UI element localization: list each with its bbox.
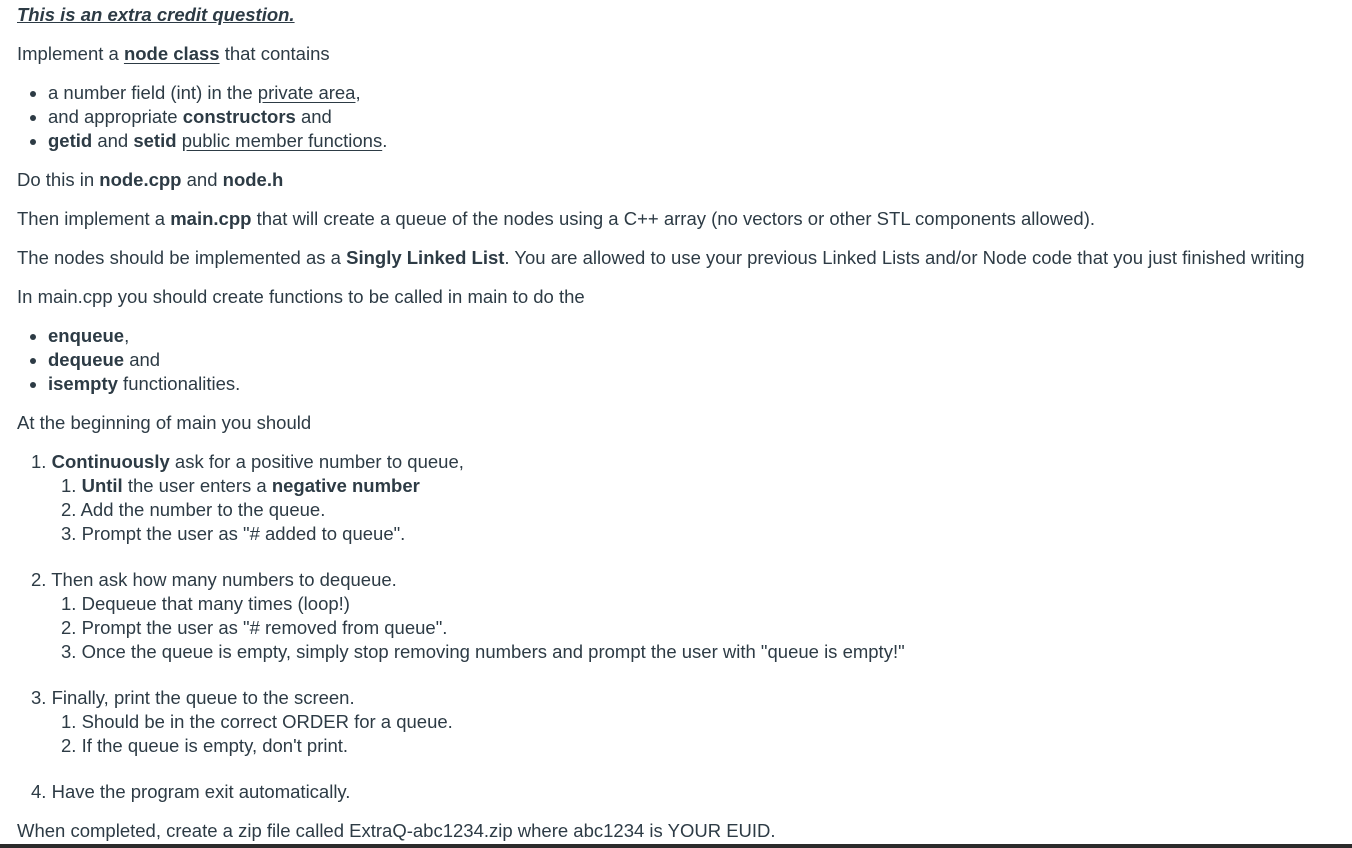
step-1-sub-1: 1. Until the user enters a negative number bbox=[61, 475, 420, 496]
node-class-link[interactable]: node class bbox=[123, 43, 220, 64]
step-3-sub-1: 1. Should be in the correct ORDER for a queue. bbox=[61, 711, 453, 732]
step-2-sub-1: 1. Dequeue that many times (loop!) bbox=[61, 593, 350, 614]
step-2-sub-2: 2. Prompt the user as "# removed from queue". bbox=[61, 617, 448, 638]
list-item: and appropriate constructors and bbox=[17, 105, 387, 129]
paragraph-node-class: Implement a node class that contains bbox=[17, 43, 330, 64]
list-item: enqueue, bbox=[17, 324, 240, 348]
list-item: getid and setid public member functions. bbox=[17, 129, 387, 153]
paragraph-zip-instructions: When completed, create a zip file called ExtraQ-abc1234.zip where abc1234 is YOUR EUID. bbox=[17, 820, 776, 841]
step-2-sub-3: 3. Once the queue is empty, simply stop removing numbers and prompt the user with "queue is empty!" bbox=[61, 641, 905, 662]
step-1-sub-3: 3. Prompt the user as "# added to queue". bbox=[61, 523, 406, 544]
paragraph-functions: In main.cpp you should create functions to be called in main to do the bbox=[17, 286, 585, 307]
node-requirements-list bbox=[17, 81, 387, 153]
paragraph-singly-linked-list: The nodes should be implemented as a Singly Linked List. You are allowed to use your previous Linked Lists and/or Node code that you just finished writing bbox=[17, 247, 1305, 268]
list-item: dequeue and bbox=[17, 348, 240, 372]
list-item: isempty functionalities. bbox=[17, 372, 240, 396]
extra-credit-heading: This is an extra credit question. bbox=[17, 4, 295, 25]
private-area-link[interactable]: private area bbox=[257, 82, 356, 103]
paragraph-beginning-of-main: At the beginning of main you should bbox=[17, 412, 312, 433]
list-item: a number field (int) in the private area, bbox=[17, 81, 387, 105]
step-1: 1. Continuously ask for a positive number to queue, bbox=[31, 451, 464, 472]
paragraph-main-cpp: Then implement a main.cpp that will create a queue of the nodes using a C++ array (no vectors or other STL components allowed). bbox=[17, 208, 1096, 229]
paragraph-files: Do this in node.cpp and node.h bbox=[17, 169, 284, 190]
step-3: 3. Finally, print the queue to the screen. bbox=[31, 687, 355, 708]
public-member-functions-link[interactable]: public member functions bbox=[181, 130, 383, 151]
step-1-sub-2: 2. Add the number to the queue. bbox=[61, 499, 326, 520]
bottom-divider bbox=[0, 844, 1352, 848]
step-3-sub-2: 2. If the queue is empty, don't print. bbox=[61, 735, 349, 756]
step-2: 2. Then ask how many numbers to dequeue. bbox=[31, 569, 397, 590]
functions-list bbox=[17, 324, 240, 396]
step-4: 4. Have the program exit automatically. bbox=[31, 781, 351, 802]
